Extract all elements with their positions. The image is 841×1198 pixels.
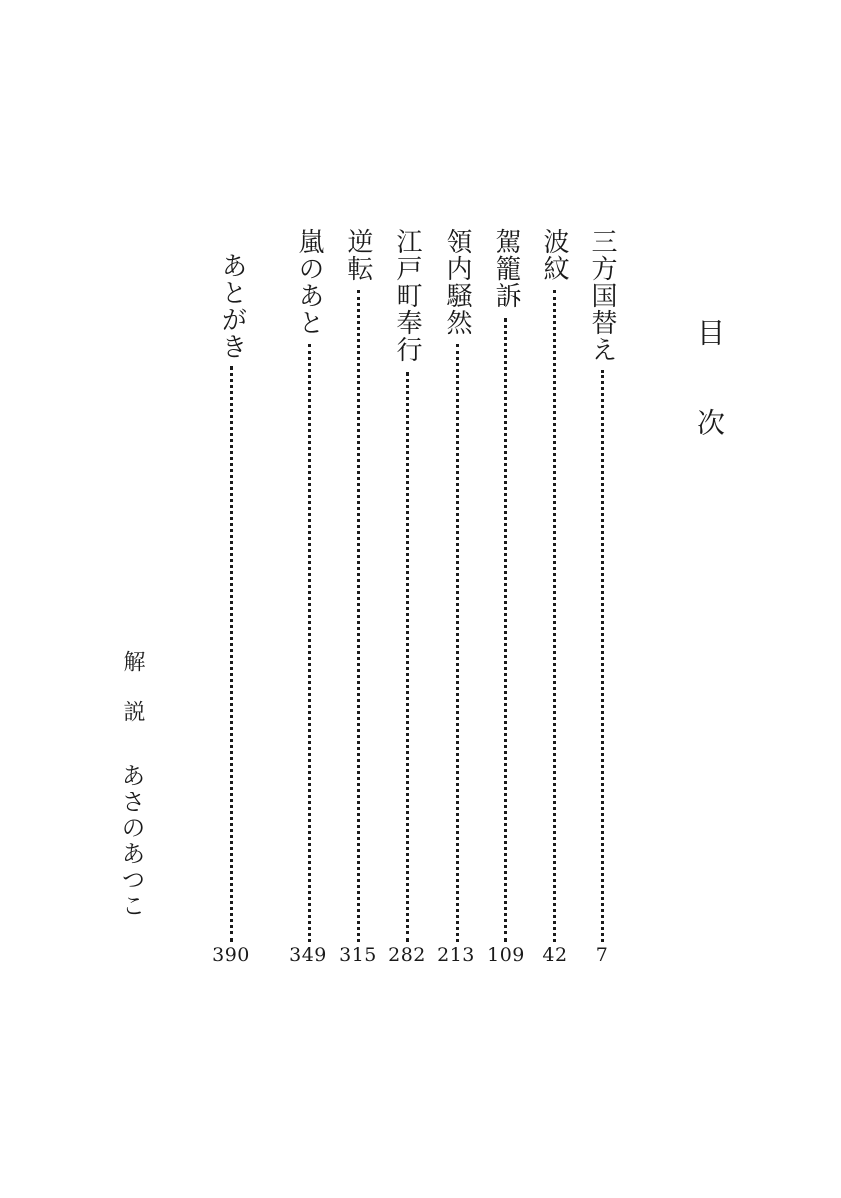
toc-entry-title[interactable]: あとがき — [217, 252, 247, 360]
toc-heading: 目次 — [693, 318, 726, 498]
commentary-label[interactable]: 解説 — [120, 650, 145, 750]
toc-page-number: 390 — [212, 944, 250, 966]
toc-leader — [601, 370, 604, 942]
toc-entry-title[interactable]: 三方国替え — [587, 228, 617, 363]
toc-entry-title[interactable]: 駕籠訴 — [491, 228, 521, 309]
toc-entry-title[interactable]: 波紋 — [539, 228, 569, 282]
toc-page-number: 7 — [595, 944, 609, 966]
toc-leader — [308, 344, 311, 942]
toc-page-number: 315 — [339, 944, 377, 966]
toc-leader — [504, 318, 507, 942]
toc-leader — [406, 372, 409, 942]
toc-leader — [553, 290, 556, 942]
toc-page-number: 213 — [437, 944, 475, 966]
toc-page-number: 282 — [388, 944, 426, 966]
toc-leader — [230, 366, 233, 942]
toc-leader — [456, 344, 459, 942]
toc-entry-title[interactable]: 領内騒然 — [442, 228, 472, 336]
toc-page-number: 42 — [542, 944, 568, 966]
toc-entry-title[interactable]: 嵐のあと — [294, 228, 324, 336]
toc-entry-title[interactable]: 逆転 — [343, 228, 373, 282]
toc-leader — [357, 290, 360, 942]
toc-page-number: 109 — [487, 944, 525, 966]
toc-entry-title[interactable]: 江戸町奉行 — [392, 228, 422, 363]
toc-page-number: 349 — [289, 944, 327, 966]
commentary-author: あさのあつこ — [117, 763, 145, 919]
